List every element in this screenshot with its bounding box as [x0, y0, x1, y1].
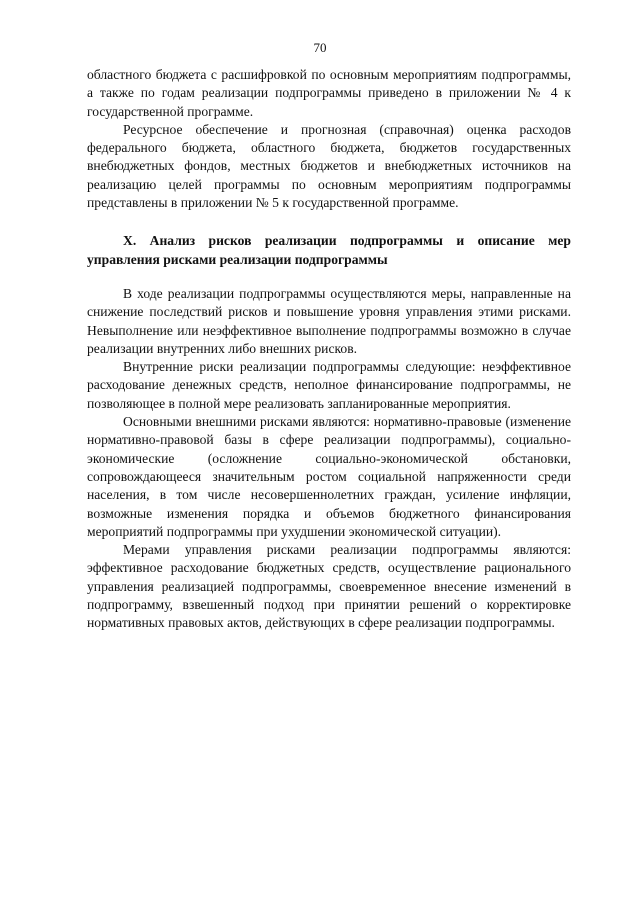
paragraph-budget-continuation: областного бюджета с расшифровкой по основным мероприятиям подпрограммы, а также по годам реализации подпрограммы приведено в приложении № 4 к государственной программе. [87, 67, 571, 119]
section-heading: X. Анализ рисков реализации подпрограммы и описание мер управления рисками реализации подпрограммы [87, 233, 571, 267]
paragraph-resource-provision: Ресурсное обеспечение и прогнозная (справочная) оценка расходов федерального бюджета, областного бюджета, бюджетов государственных внебюджетных фондов, местных бюджетов и внебюджетных источников на реализацию целей программы по основным мероприятиям подпрограммы представлены в приложении № 5 к государственной программе. [87, 121, 571, 211]
paragraph-risk-management: Мерами управления рисками реализации подпрограммы являются: эффективное расходование бюджетных средств, осуществление рационального управления реализацией подпрограммы, своевременное внесение изменений в подпрограмму, взвешенный подход при принятии решений о корректировке нормативных правовых актов, действующих в сфере реализации подпрограммы. [87, 542, 571, 631]
paragraph-internal-risks: Внутренние риски реализации подпрограммы следующие: неэффективное расходование денежных средств, неполное финансирование подпрограммы, не позволяющее в полной мере реализовать запланированные мероприятия. [87, 359, 571, 411]
document-body [87, 66, 571, 633]
paragraph-external-risks: Основными внешними рисками являются: нормативно-правовые (изменение нормативно-правовой базы в сфере реализации подпрограммы), социально-экономические (осложнение социально-экономической обстановки, сопровождающееся значительным ростом социальной напряженности среди населения, в том числе несовершеннолетних граждан, усиление инфляции, возможные изменения порядка и объемов бюджетного финансирования мероприятий подпрограммы при ухудшении экономической ситуации). [87, 414, 571, 539]
page-number: 70 [313, 40, 327, 55]
paragraph-risk-measures: В ходе реализации подпрограммы осуществляются меры, направленные на снижение последствий рисков и повышение уровня управления этими рисками. Невыполнение или неэффективное выполнение подпрограммы возможно в случае реализации внутренних либо внешних рисков. [87, 285, 571, 356]
